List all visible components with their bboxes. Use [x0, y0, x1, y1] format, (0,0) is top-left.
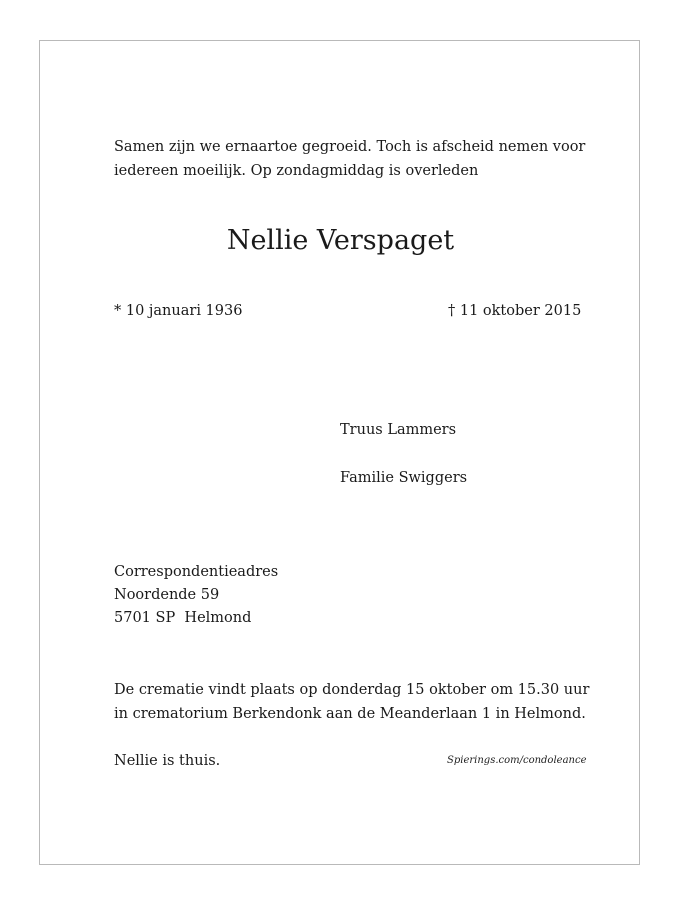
address-line: Noordende 59: [114, 587, 220, 603]
correspondence-address: [114, 560, 278, 629]
birth-date: * 10 januari 1936: [114, 303, 243, 319]
family-member: Truus Lammers: [340, 422, 457, 438]
address-line: 5701 SP Helmond: [114, 610, 252, 626]
death-date: † 11 oktober 2015: [448, 303, 582, 319]
family-member: Familie Swiggers: [340, 470, 468, 486]
intro-line: Samen zijn we ernaartoe gegroeid. Toch is afscheid nemen voor: [114, 139, 586, 155]
cremation-line: in crematorium Berkendonk aan de Meanderlaan 1 in Helmond.: [114, 706, 586, 722]
condolence-link[interactable]: Spierings.com/condoleance: [447, 755, 587, 766]
deceased-name: Nellie Verspaget: [226, 225, 455, 256]
address-line: Correspondentieadres: [114, 564, 279, 580]
intro-text: [114, 135, 585, 183]
cremation-line: De crematie vindt plaats op donderdag 15 oktober om 15.30 uur: [114, 682, 590, 698]
cremation-info: [114, 678, 589, 726]
intro-line: iedereen moeilijk. Op zondagmiddag is overleden: [114, 163, 479, 179]
home-note: Nellie is thuis.: [114, 753, 221, 769]
